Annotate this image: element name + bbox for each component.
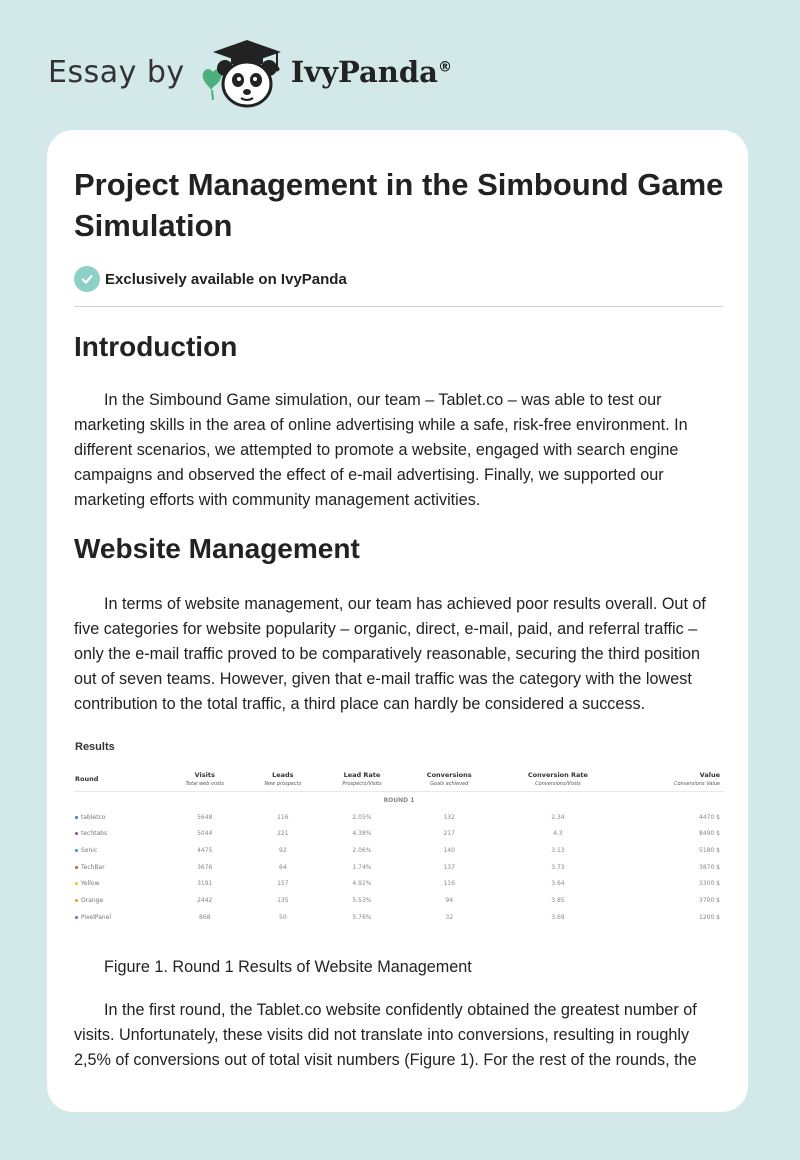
value-cell: 5180 $	[699, 846, 720, 854]
table-row	[74, 892, 724, 909]
column-header-leads[interactable]: Leads New prospects	[264, 771, 302, 787]
round-label: ROUND 1	[383, 796, 415, 804]
team-name: TechBar	[74, 859, 165, 876]
team-name: PixelPanel	[74, 909, 165, 926]
visits-cell: 5648	[197, 813, 213, 821]
lead-rate-cell: 2.06%	[352, 846, 372, 854]
article-card	[47, 130, 748, 1112]
column-header-lead-rate[interactable]: Lead Rate Prospects/Visits	[342, 771, 382, 787]
paragraph-website-management: In terms of website management, our team has achieved poor results overall. Out of five categories for website popularity – organic, direct, e-mail, paid, and referral traffic – only the e-mail traffic proved to be comparatively reasonable, securing the third position out of seven teams. However, given that e-mail traffic was the category with the lowest contribution to the total traffic, a third place can hardly be considered a success.	[74, 595, 706, 713]
lead-rate-cell: 4.92%	[352, 880, 372, 888]
table-row	[74, 809, 724, 826]
column-header-visits[interactable]: Visits Total web visits	[185, 771, 224, 787]
conversion-rate-cell: 3.64	[551, 880, 565, 888]
brand-name: IvyPanda®	[290, 55, 452, 89]
column-header-value[interactable]: Value Conversions Value	[673, 771, 720, 787]
badge-text: Exclusively available on IvyPanda	[105, 270, 347, 288]
lead-rate-cell: 5.53%	[352, 896, 372, 904]
visits-cell: 5044	[197, 830, 213, 838]
table-row	[74, 859, 724, 876]
conversion-rate-cell: 3.85	[551, 896, 565, 904]
leads-cell: 157	[277, 880, 289, 888]
team-dot-icon	[75, 866, 78, 869]
value-cell: 3700 $	[699, 896, 720, 904]
visits-cell: 868	[199, 913, 211, 921]
team-name: tabletco	[74, 809, 165, 826]
page-title: Project Management in the Simbound Game Simulation	[74, 167, 724, 243]
column-header-round: Round	[75, 775, 99, 783]
conversion-rate-cell: 3.73	[551, 863, 565, 871]
article-content	[74, 130, 724, 1073]
lead-rate-cell: 1.74%	[352, 863, 372, 871]
visits-cell: 3676	[197, 863, 213, 871]
team-name: Yellow	[74, 875, 165, 892]
conversions-cell: 132	[443, 813, 455, 821]
divider	[74, 306, 723, 307]
conversions-cell: 94	[445, 896, 454, 904]
column-header-conversions[interactable]: Conversions Goals achieved	[426, 771, 472, 787]
team-dot-icon	[75, 849, 78, 852]
value-cell: 3870 $	[699, 863, 720, 871]
lead-rate-cell: 2.05%	[352, 813, 372, 821]
conversion-rate-cell: 4.3	[553, 830, 563, 838]
lead-rate-cell: 4.38%	[352, 830, 372, 838]
conversion-rate-cell: 3.69	[551, 913, 565, 921]
section-heading-introduction: Introduction	[74, 331, 238, 362]
value-cell: 3300 $	[699, 880, 720, 888]
table-row	[74, 909, 724, 926]
results-table	[74, 767, 724, 926]
table-row	[74, 842, 724, 859]
leads-cell: 135	[277, 896, 289, 904]
leads-cell: 50	[279, 913, 287, 921]
conversions-cell: 137	[443, 863, 455, 871]
brand-prefix: Essay by	[48, 54, 185, 90]
team-name: techtabs	[74, 825, 165, 842]
conversion-rate-cell: 2.34	[551, 813, 565, 821]
team-dot-icon	[75, 916, 78, 919]
visits-cell: 3191	[197, 880, 213, 888]
panda-logo-icon	[199, 34, 287, 110]
team-name: Sonic	[74, 842, 165, 859]
section-heading-website-management: Website Management	[74, 533, 360, 564]
team-dot-icon	[75, 899, 78, 902]
leads-cell: 116	[277, 813, 289, 821]
leads-cell: 92	[279, 846, 287, 854]
checkmark-icon	[74, 266, 100, 292]
conversions-cell: 116	[443, 880, 455, 888]
value-cell: 1200 $	[699, 913, 720, 921]
team-name: Orange	[74, 892, 165, 909]
column-header-conversion-rate[interactable]: Conversion Rate Conversions/Visits	[527, 771, 588, 787]
visits-cell: 4475	[197, 846, 213, 854]
conversions-cell: 32	[445, 913, 454, 921]
paragraph-after-figure: In the first round, the Tablet.co website confidently obtained the greatest number of visits. Unfortunately, these visits did not translate into conversions, resulting in roughly 2,5% of conversions out of total visit numbers (Figure 1). For the rest of the rounds, the	[74, 1000, 697, 1069]
brand-header[interactable]	[48, 34, 452, 110]
figure-caption: Figure 1. Round 1 Results of Website Management	[104, 957, 472, 976]
figure-results-table	[74, 733, 724, 980]
leads-cell: 221	[277, 830, 289, 838]
visits-cell: 2442	[197, 896, 213, 904]
table-header-row	[74, 767, 724, 792]
paragraph-introduction: In the Simbound Game simulation, our team – Tablet.co – was able to test our marketing skills in the area of online advertising while a safe, risk-free environment. In different scenarios, we attempted to promote a website, engaged with search engine campaigns and observed the effect of e-mail advertising. Finally, we supported our marketing efforts with community management activities.	[74, 391, 688, 509]
table-row	[74, 825, 724, 842]
lead-rate-cell: 5.76%	[352, 913, 372, 921]
team-dot-icon	[75, 832, 78, 835]
team-dot-icon	[75, 816, 78, 819]
leads-cell: 64	[279, 863, 287, 871]
conversions-cell: 217	[443, 830, 455, 838]
table-row	[74, 875, 724, 892]
team-dot-icon	[75, 882, 78, 885]
results-title: Results	[75, 741, 115, 753]
round-label-row	[74, 792, 724, 809]
exclusive-badge	[74, 266, 724, 292]
value-cell: 8490 $	[699, 830, 720, 838]
value-cell: 4470 $	[699, 813, 720, 821]
conversion-rate-cell: 3.13	[551, 846, 565, 854]
conversions-cell: 140	[443, 846, 455, 854]
